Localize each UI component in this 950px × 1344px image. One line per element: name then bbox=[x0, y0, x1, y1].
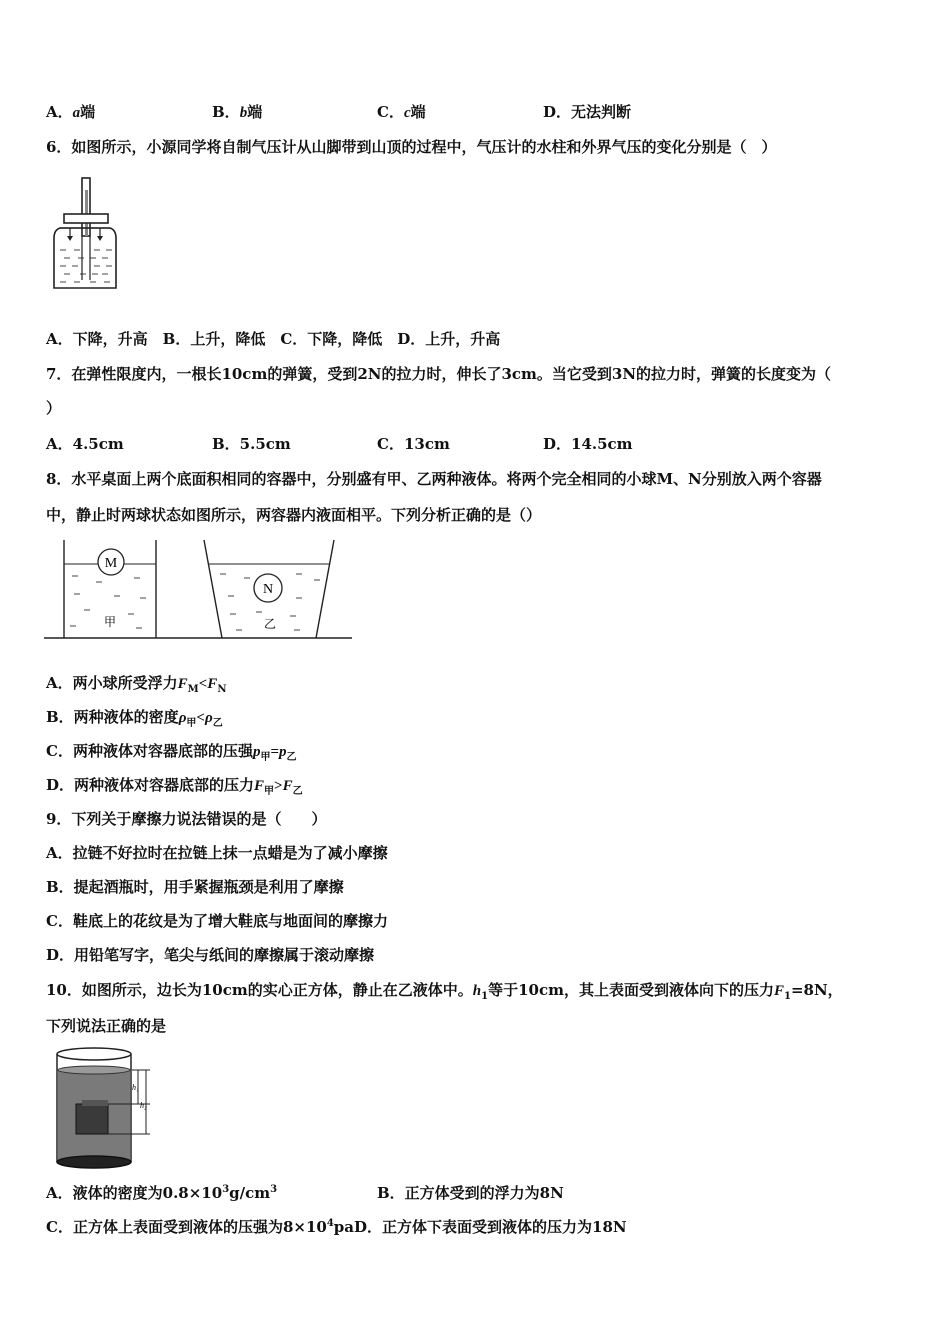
q9-question: 9．下列关于摩擦力说法错误的是（ ） bbox=[46, 810, 327, 828]
q9-option-c: C．鞋底上的花纹是为了增大鞋底与地面间的摩擦力 bbox=[46, 912, 388, 930]
ball-n-label: N bbox=[262, 582, 274, 597]
q5-option-a-text: 端 bbox=[80, 103, 96, 121]
q8-option-d-v2: F bbox=[282, 778, 293, 794]
q8-option-b-s1: 甲 bbox=[186, 718, 197, 729]
q10-option-a-sup2: 3 bbox=[270, 1184, 278, 1195]
q10-text-b: 等于10cm，其上表面受到液体向下的压力 bbox=[488, 981, 774, 999]
q10-question bbox=[46, 980, 843, 1001]
q5-option-b-text: 端 bbox=[247, 103, 263, 121]
q10-option-d-text: D．正方体下表面受到液体的压力为18N bbox=[354, 1218, 627, 1236]
q8-option-b-v2: ρ bbox=[204, 710, 213, 726]
q8-option-b bbox=[46, 707, 223, 728]
q10-h-var: h bbox=[472, 983, 482, 999]
q10-option-a-text: A．液体的密度为0.8×10 bbox=[46, 1184, 223, 1202]
q8-option-c-text: C．两种液体对容器底部的压强 bbox=[46, 742, 253, 760]
q10-f-sub: 1 bbox=[783, 991, 791, 1002]
q5-option-a-label: A． bbox=[46, 103, 73, 121]
q8-option-a-s2: N bbox=[217, 684, 227, 695]
q8-option-c-op: = bbox=[270, 744, 280, 760]
liquid-yi-label: 乙 bbox=[263, 617, 277, 631]
q8-option-c-v1: p bbox=[252, 744, 261, 760]
q7-question-cont: ） bbox=[46, 399, 62, 417]
barometer-figure bbox=[50, 176, 120, 294]
q5-option-a-var: a bbox=[72, 105, 81, 121]
q8-option-b-v1: ρ bbox=[178, 710, 187, 726]
q8-option-d-op: > bbox=[274, 778, 283, 794]
q5-option-b-var: b bbox=[239, 105, 248, 121]
q8-option-d-s2: 乙 bbox=[292, 786, 303, 797]
q5-option-d bbox=[543, 102, 631, 122]
q8-question-cont: 中，静止时两球状态如图所示，两容器内液面相平。下列分析正确的是（） bbox=[46, 506, 542, 524]
q10-option-b: B．正方体受到的浮力为8N bbox=[377, 1184, 564, 1202]
q10-h-sub: 1 bbox=[481, 991, 489, 1002]
q5-option-c-label: C． bbox=[377, 103, 404, 121]
q9-option-a: A．拉链不好拉时在拉链上抹一点蜡是为了减小摩擦 bbox=[46, 844, 388, 862]
q6-question: 6．如图所示，小源同学将自制气压计从山脚带到山顶的过程中，气压计的水柱和外界气压的变化分别是（ ） bbox=[46, 138, 777, 156]
q8-option-c-s1: 甲 bbox=[260, 752, 271, 763]
q8-option-a-v1: F bbox=[177, 676, 188, 692]
q5-option-c-text: 端 bbox=[410, 103, 426, 121]
q8-option-b-s2: 乙 bbox=[212, 718, 223, 729]
q10-option-a-sup: 3 bbox=[222, 1184, 230, 1195]
q8-option-b-text: B．两种液体的密度 bbox=[46, 708, 179, 726]
q10-question-cont: 下列说法正确的是 bbox=[46, 1017, 167, 1035]
q10-option-a bbox=[46, 1183, 277, 1203]
q8-option-a-v2: F bbox=[207, 676, 218, 692]
q9-option-b: B．提起酒瓶时，用手紧握瓶颈是利用了摩擦 bbox=[46, 878, 344, 896]
q8-option-d bbox=[46, 775, 303, 796]
q8-option-d-v1: F bbox=[254, 778, 265, 794]
q7-question: 7．在弹性限度内，一根长10cm的弹簧，受到2N的拉力时，伸长了3cm。当它受到3N的拉力时，弹簧的长度变为（ bbox=[46, 365, 832, 383]
q10-f-var: F bbox=[773, 983, 784, 999]
q7-option-b: B．5.5cm bbox=[212, 435, 291, 453]
q7-option-c: C．13cm bbox=[377, 435, 450, 453]
q5-option-d-text: 无法判断 bbox=[571, 103, 632, 121]
cube-in-liquid-figure bbox=[50, 1046, 162, 1172]
q6-options: A．下降，升高 B．上升，降低 C．下降，降低 D．上升，升高 bbox=[46, 330, 501, 348]
q10-option-c-d bbox=[46, 1217, 627, 1237]
q7-option-d: D．14.5cm bbox=[543, 435, 633, 453]
containers-figure bbox=[44, 534, 356, 644]
q10-option-a-unit: g/cm bbox=[229, 1184, 271, 1202]
q5-option-a bbox=[46, 102, 95, 123]
q10-text-a: 10．如图所示，边长为10cm的实心正方体，静止在乙液体中。 bbox=[46, 981, 473, 999]
q8-option-b-op: < bbox=[196, 710, 205, 726]
q8-option-d-s1: 甲 bbox=[264, 786, 275, 797]
q10-text-c: =8N， bbox=[790, 981, 843, 999]
q9-option-d: D．用铅笔写字，笔尖与纸间的摩擦属于滚动摩擦 bbox=[46, 946, 375, 964]
h2-label: h₂ bbox=[140, 1101, 147, 1110]
q10-option-c-unit: pa bbox=[333, 1218, 355, 1236]
q10-option-c-sup: 4 bbox=[326, 1218, 334, 1229]
q5-option-d-label: D． bbox=[543, 103, 572, 121]
q8-question: 8．水平桌面上两个底面积相同的容器中，分别盛有甲、乙两种液体。将两个完全相同的小球M、N分别放入两个容器 bbox=[46, 470, 822, 488]
liquid-jia-label: 甲 bbox=[103, 615, 117, 629]
q5-option-c bbox=[377, 102, 426, 123]
q8-option-c-s2: 乙 bbox=[286, 752, 297, 763]
q8-option-a-op: < bbox=[198, 676, 208, 692]
q5-option-b-label: B． bbox=[212, 103, 240, 121]
q5-option-b bbox=[212, 102, 262, 123]
q8-option-d-text: D．两种液体对容器底部的压力 bbox=[46, 776, 255, 794]
q5-option-c-var: c bbox=[403, 105, 411, 121]
q7-option-a: A．4.5cm bbox=[46, 435, 124, 453]
q8-option-a bbox=[46, 673, 226, 694]
q8-option-a-text: A．两小球所受浮力 bbox=[46, 674, 178, 692]
h1-label: h₁ bbox=[132, 1083, 139, 1092]
q8-option-c-v2: p bbox=[279, 744, 287, 760]
q10-option-c-text: C．正方体上表面受到液体的压强为8×10 bbox=[46, 1218, 327, 1236]
ball-m-label: M bbox=[104, 556, 118, 571]
q8-option-c bbox=[46, 741, 297, 762]
q8-option-a-s1: M bbox=[187, 684, 199, 695]
